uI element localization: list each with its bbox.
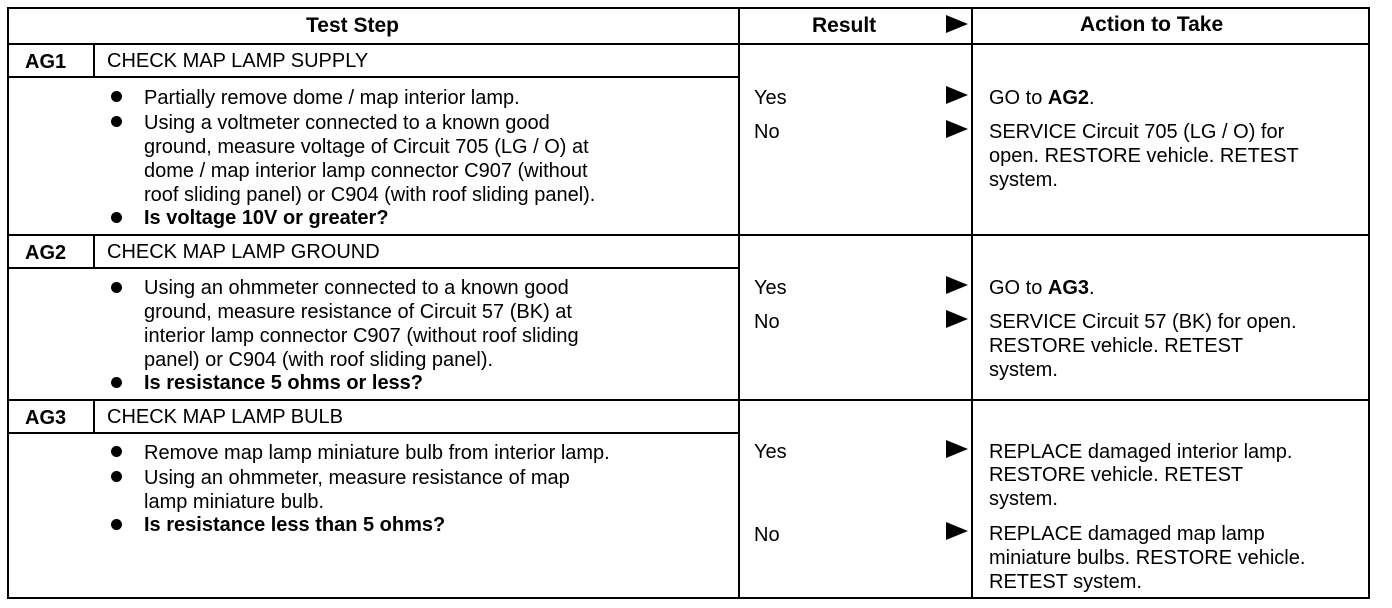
action-text: GO to AG3. [989,277,1095,299]
step-title: CHECK MAP LAMP BULB [107,406,344,428]
action-line: RETEST system. [989,571,1142,593]
header-divider [7,43,1370,45]
result-arrow-icon [946,522,968,540]
step-title: CHECK MAP LAMP GROUND [107,241,380,263]
bullet-icon [111,116,122,127]
step-title-divider [7,432,738,434]
action-line: system. [989,488,1058,510]
bullet-icon [111,377,122,388]
step-divider [7,399,1370,401]
step-bullet-line: lamp miniature bulb. [144,491,325,513]
step-divider [7,234,1370,236]
bullet-icon [111,519,122,530]
step-bullet-line: panel) or C904 (with roof sliding panel). [144,349,494,371]
step-bullet-line: Using an ohmmeter, measure resistance of map [144,467,570,489]
bullet-icon [111,471,122,482]
header-result: Result [812,14,877,37]
column-divider-result [738,7,740,599]
bullet-icon [111,91,122,102]
step-title-divider [7,267,738,269]
header-action: Action to Take [1080,13,1224,36]
result-arrow-icon [946,440,968,458]
step-question: Is resistance 5 ohms or less? [144,372,424,394]
step-code: AG1 [25,51,67,73]
step-question: Is resistance less than 5 ohms? [144,514,446,536]
step-bullet-line: roof sliding panel) or C904 (with roof sliding panel). [144,184,596,206]
result-arrow-icon [946,120,968,138]
step-title: CHECK MAP LAMP SUPPLY [107,50,369,72]
result-label: No [754,311,780,333]
action-text: GO to AG2. [989,87,1095,109]
action-line: system. [989,359,1058,381]
step-code: AG3 [25,407,67,429]
action-line: system. [989,169,1058,191]
result-label: Yes [754,441,787,463]
action-line: SERVICE Circuit 705 (LG / O) for [989,121,1285,143]
result-label: No [754,121,780,143]
code-divider [93,44,95,77]
result-arrow-icon [946,276,968,294]
step-question: Is voltage 10V or greater? [144,207,389,229]
result-arrow-icon [946,310,968,328]
action-line: SERVICE Circuit 57 (BK) for open. [989,311,1297,333]
action-line: miniature bulbs. RESTORE vehicle. [989,547,1306,569]
step-bullet-line: dome / map interior lamp connector C907 (without [144,160,588,182]
column-divider-action [971,7,973,599]
step-bullet-line: ground, measure resistance of Circuit 57 (BK) at [144,301,572,323]
result-label: Yes [754,277,787,299]
bullet-icon [111,212,122,223]
step-bullet-line: interior lamp connector C907 (without roof sliding [144,325,579,347]
action-line: open. RESTORE vehicle. RETEST [989,145,1299,167]
result-arrow-icon [946,86,968,104]
step-bullet-line: Using an ohmmeter connected to a known good [144,277,569,299]
step-code: AG2 [25,242,67,264]
step-bullet-line: Using a voltmeter connected to a known good [144,112,550,134]
bullet-icon [111,446,122,457]
code-divider [93,400,95,433]
action-step-ref: AG3 [1047,277,1090,299]
action-line: REPLACE damaged interior lamp. [989,441,1293,463]
bullet-icon [111,282,122,293]
action-step-ref: AG2 [1047,87,1090,109]
code-divider [93,235,95,268]
result-label: No [754,524,780,546]
action-line: REPLACE damaged map lamp [989,523,1265,545]
action-line: RESTORE vehicle. RETEST [989,335,1244,357]
step-bullet-line: Partially remove dome / map interior lamp. [144,87,520,109]
step-bullet-line: ground, measure voltage of Circuit 705 (LG / O) at [144,136,589,158]
step-title-divider [7,76,738,78]
header-test-step: Test Step [306,14,399,37]
step-bullet-line: Remove map lamp miniature bulb from interior lamp. [144,442,610,464]
result-label: Yes [754,87,787,109]
action-line: RESTORE vehicle. RETEST [989,464,1244,486]
header-arrow-icon [946,15,968,33]
